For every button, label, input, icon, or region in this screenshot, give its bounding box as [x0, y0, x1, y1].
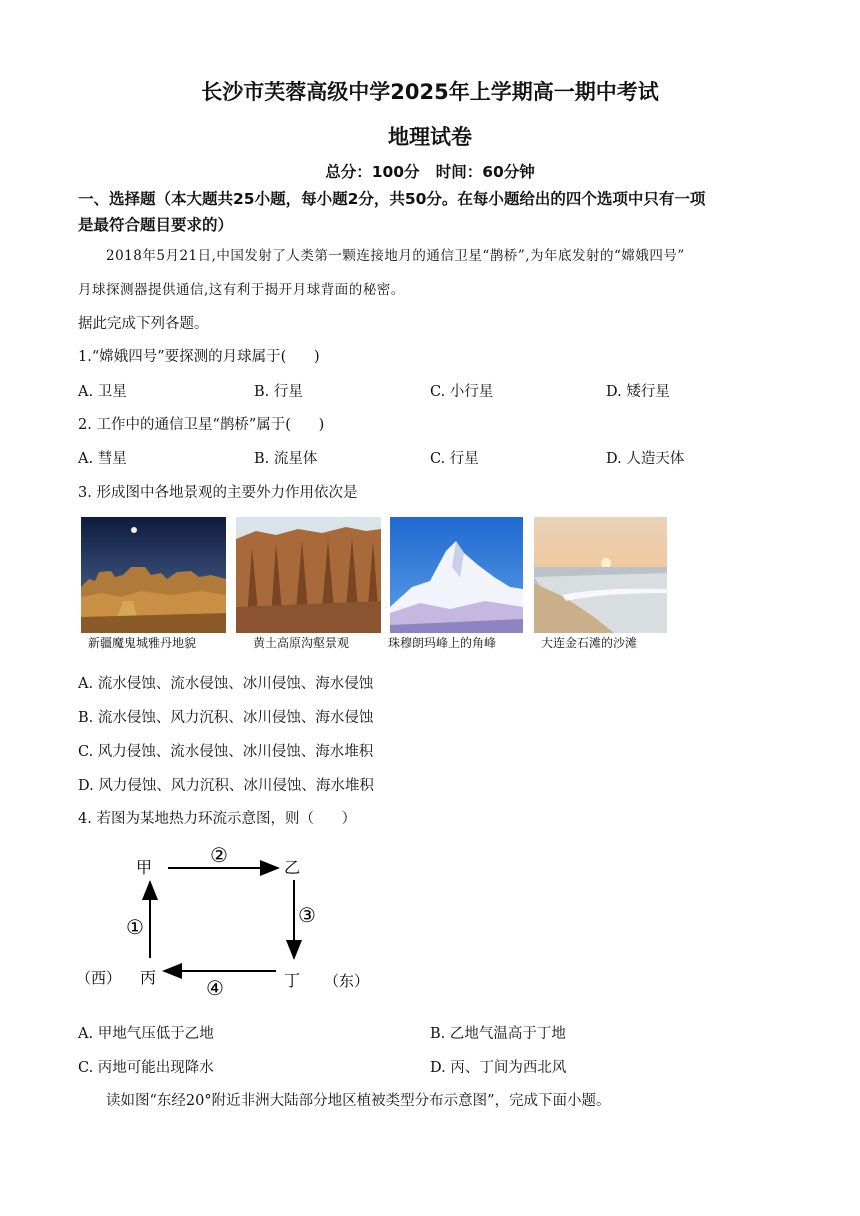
label-east: （东）: [324, 972, 370, 990]
photo-yardang: [81, 517, 226, 633]
question-2-option-d[interactable]: D. 人造天体: [606, 451, 685, 467]
question-1-option-a[interactable]: A. 卫星: [78, 384, 127, 400]
question-3-option-d[interactable]: D. 风力侵蚀、风力沉积、冰川侵蚀、海水堆积: [78, 778, 374, 794]
photo-sand-beach-caption: 大连金石滩的沙滩: [541, 636, 638, 650]
exam-subtitle: 地理试卷: [388, 125, 472, 149]
label-num-1: ①: [126, 915, 144, 939]
label-yi: 乙: [284, 858, 301, 877]
question-2-option-a[interactable]: A. 彗星: [78, 451, 127, 467]
label-jia: 甲: [136, 858, 153, 877]
label-num-4: ④: [206, 976, 224, 1000]
question-3-option-c[interactable]: C. 风力侵蚀、流水侵蚀、冰川侵蚀、海水堆积: [78, 744, 374, 760]
question-1-stem: 1.“嫦娥四号”要探测的月球属于( ): [78, 349, 320, 365]
question-3-option-a[interactable]: A. 流水侵蚀、流水侵蚀、冰川侵蚀、海水侵蚀: [78, 676, 374, 692]
passage-line1: 2018年5月21日,中国发射了人类第一颗连接地月的通信卫星“鹊桥”,为年底发射的“嫦娥四号”: [106, 248, 685, 264]
question-1-option-d[interactable]: D. 矮行星: [606, 384, 670, 400]
question-4-option-a[interactable]: A. 甲地气压低于乙地: [78, 1026, 214, 1042]
question-1-option-c[interactable]: C. 小行星: [430, 384, 494, 400]
thermal-circulation-diagram: [70, 840, 390, 1005]
photo-yardang-caption: 新疆魔鬼城雅丹地貌: [88, 636, 197, 650]
label-ding: 丁: [284, 971, 301, 990]
photo-loess-gully-caption: 黄土高原沟壑景观: [253, 636, 350, 650]
question-1-option-b[interactable]: B. 行星: [254, 384, 303, 400]
question-4-option-c[interactable]: C. 丙地可能出现降水: [78, 1060, 214, 1076]
label-west: （西）: [76, 969, 122, 987]
exam-meta: 总分：100分 时间：60分钟: [325, 163, 535, 181]
exam-title: 长沙市芙蓉高级中学2025年上学期高一期中考试: [201, 80, 659, 104]
next-passage-intro: 读如图“东经20°附近非洲大陆部分地区植被类型分布示意图”，完成下面小题。: [106, 1093, 611, 1109]
label-bing: 丙: [140, 968, 157, 987]
question-4-option-b[interactable]: B. 乙地气温高于丁地: [430, 1026, 566, 1042]
section-heading-line1: 一、选择题（本大题共25小题，每小题2分，共50分。在每小题给出的四个选项中只有一项: [78, 190, 706, 208]
photo-sand-beach: [534, 517, 667, 633]
question-4-option-d[interactable]: D. 丙、丁间为西北风: [430, 1060, 567, 1076]
question-3-option-b[interactable]: B. 流水侵蚀、风力沉积、冰川侵蚀、海水侵蚀: [78, 710, 374, 726]
question-2-option-b[interactable]: B. 流星体: [254, 451, 318, 467]
photo-horn-peak: [390, 517, 523, 633]
label-num-2: ②: [210, 843, 228, 867]
question-3-stem: 3. 形成图中各地景观的主要外力作用依次是: [78, 485, 358, 501]
passage-line2: 月球探测器提供通信,这有利于揭开月球背面的秘密。: [78, 282, 405, 298]
question-2-option-c[interactable]: C. 行星: [430, 451, 479, 467]
photo-loess-gully: [236, 517, 381, 633]
question-4-stem: 4. 若图为某地热力环流示意图，则（ ）: [78, 811, 357, 827]
photo-horn-peak-caption: 珠穆朗玛峰上的角峰: [388, 636, 497, 650]
section-heading-line2: 是最符合题目要求的）: [78, 216, 234, 234]
label-num-3: ③: [298, 903, 316, 927]
passage-instruction: 据此完成下列各题。: [78, 316, 209, 332]
question-2-stem: 2. 工作中的通信卫星“鹊桥”属于( ): [78, 417, 325, 433]
